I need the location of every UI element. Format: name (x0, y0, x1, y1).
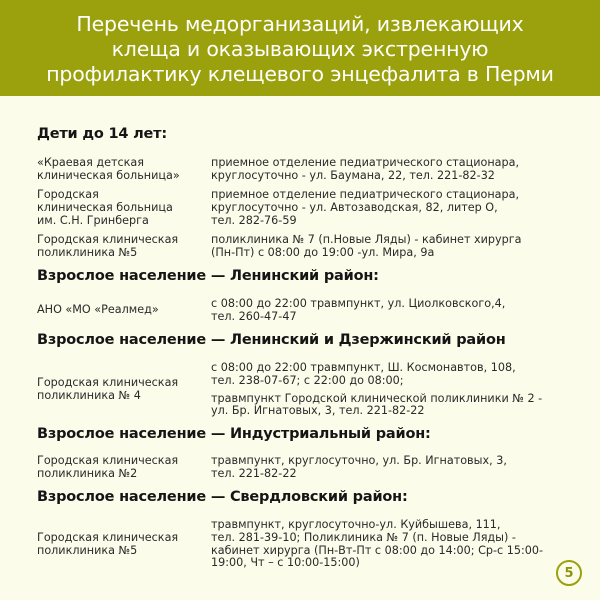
header-banner (0, 0, 600, 96)
org-info: приемное отделение педиатрического стационара, круглосуточно - ул. Автозаводская, 82, литер О, тел. 282-76-59 (211, 188, 520, 227)
section-title-sverdlovsky: Взрослое население — Свердловский район: (37, 489, 408, 505)
org-name: Городская клиническая поликлиника №5 (37, 233, 179, 259)
list-item (37, 455, 567, 481)
org-info: с 08:00 до 22:00 травмпункт, ул. Циолковского,4, тел. 260-47-47 (211, 297, 506, 323)
org-info: поликлиника № 7 (п.Новые Ляды) - кабинет хирурга (Пн-Пт) с 08:00 до 19:00 -ул. Мира, 9а (211, 233, 522, 259)
list-item (37, 234, 567, 260)
page-number-badge (556, 560, 582, 586)
org-name: АНО «МО «Реалмед» (37, 303, 159, 317)
list-item (37, 157, 567, 183)
list-item (37, 519, 567, 570)
section-title-children: Дети до 14 лет: (37, 126, 167, 142)
title-line: Перечень медорганизаций, извлекающих (76, 11, 524, 36)
org-name: Городская клиническая поликлиника №5 (37, 530, 179, 557)
org-name: Городская клиническая поликлиника № 4 (37, 376, 179, 403)
org-info: травмпункт, круглосуточно-ул. Куйбышева, 111, тел. 281-39-10; Поликлиника № 7 (п. Новые Ляды) - кабинет хирурга (Пн-Вт-Пт с 08:00 до 14:00; Ср-с 15:00- 19:00, Чт – с 10:00-15:00) (211, 518, 544, 570)
list-item (37, 189, 567, 227)
section-title-leninsky-dzerzhinsky: Взрослое население — Ленинский и Дзержинский район (37, 332, 506, 348)
title-line: клеща и оказывающих экстренную (111, 36, 489, 61)
org-info: травмпункт, круглосуточно, ул. Бр. Игнатовых, 3, тел. 221-82-22 (211, 454, 507, 480)
section-title-industrialny: Взрослое население — Индустриальный район: (37, 426, 431, 442)
page-title (46, 12, 554, 87)
title-line: профилактику клещевого энцефалита в Перми (46, 61, 554, 86)
section-title-leninsky: Взрослое население — Ленинский район: (37, 268, 379, 284)
list-item (37, 298, 567, 324)
org-name: Городская клиническая больница им. С.Н. Гринберга (37, 188, 173, 227)
org-info: приемное отделение педиатрического стационара, круглосуточно - ул. Баумана, 22, тел. 221-82-32 (211, 156, 520, 182)
page-number: 5 (564, 565, 574, 581)
org-name: Городская клиническая поликлиника №2 (37, 454, 179, 480)
list-item (37, 362, 567, 418)
org-info: с 08:00 до 22:00 травмпункт, Ш. Космонавтов, 108, тел. 238-07-67; с 22:00 до 08:00; травмпункт Городской клинической поликлиники № 2 - ул. Бр. Игнатовых, 3, тел. 221-82-22 (211, 361, 543, 418)
org-name: «Краевая детская клиническая больница» (37, 156, 180, 182)
